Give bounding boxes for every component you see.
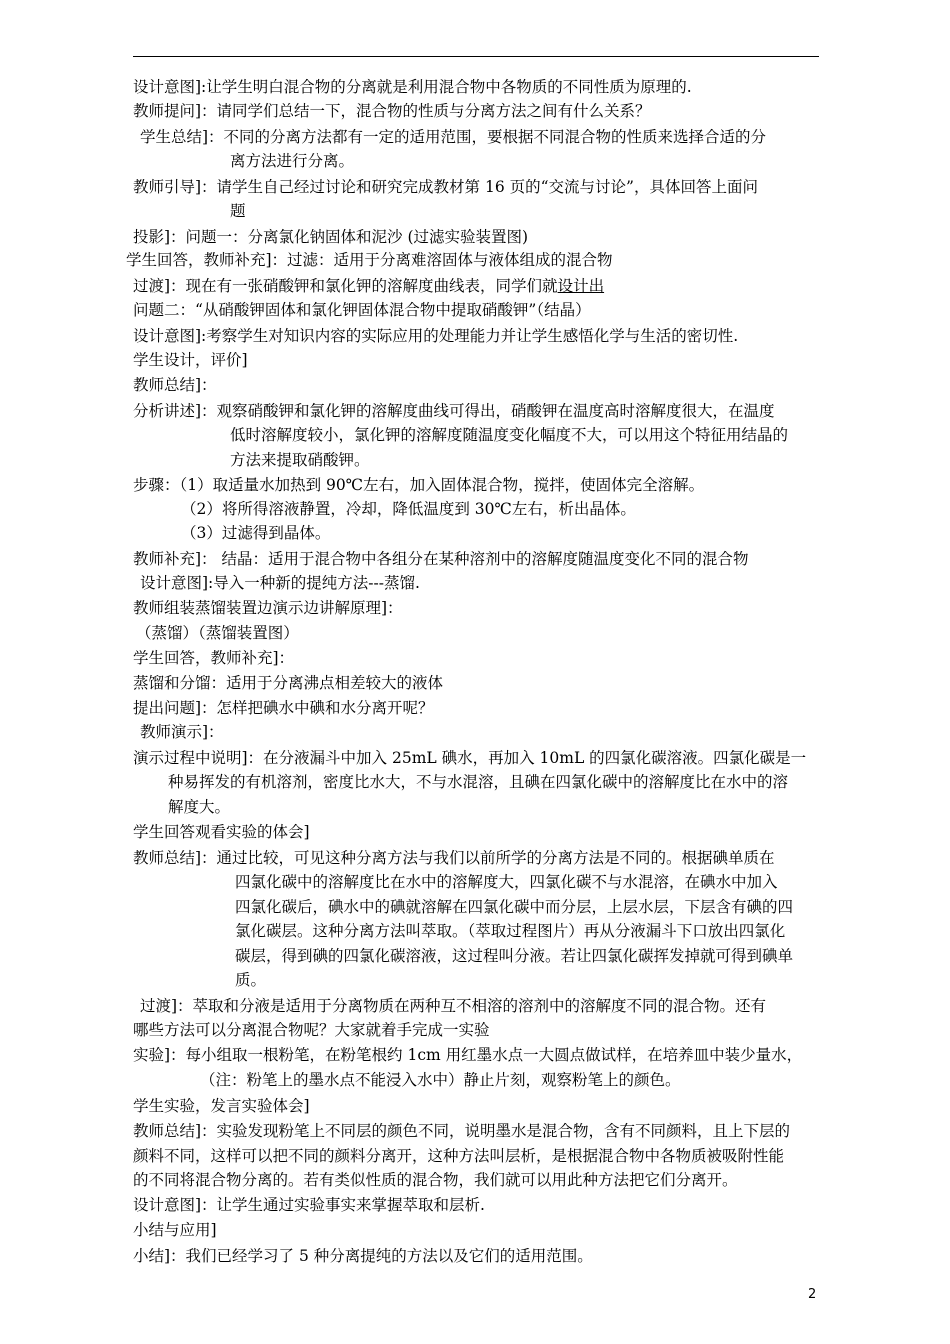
text-line: 氯化碳层。这种分离方法叫萃取。（萃取过程图片）再从分液漏斗下口放出四氯化 [235,922,786,940]
text-line: 小结与应用] [133,1221,217,1239]
underlined-text: 设计出 [557,277,605,295]
text-line: 步骤：（1）取适量水加热到 90℃左右，加入固体混合物，搅拌，使固体完全溶解。 [133,476,705,494]
text-line: 四氯化碳后，碘水中的碘就溶解在四氯化碳中而分层，上层水层，下层含有碘的四 [235,898,794,916]
text-line: （注：粉笔上的墨水点不能浸入水中）静止片刻，观察粉笔上的颜色。 [200,1071,681,1089]
text-line: 学生回答观看实验的体会] [133,823,310,841]
text-line: 设计意图]:导入一种新的提纯方法---蒸馏. [140,574,420,592]
text-line: 学生总结]：不同的分离方法都有一定的适用范围，要根据不同混合物的性质来选择合适的分 [140,128,767,146]
text-line: 学生实验，发言实验体会] [133,1097,310,1115]
text-line: 问题二：“从硝酸钾固体和氯化钾固体混合物中提取硝酸钾”（结晶） [133,301,591,319]
text-line: 分析讲述]：观察硝酸钾和氯化钾的溶解度曲线可得出，硝酸钾在温度高时溶解度很大，在温度 [133,402,775,420]
text-line: 教师提问]：请同学们总结一下，混合物的性质与分离方法之间有什么关系？ [133,102,651,120]
text-line: 提出问题]：怎样把碘水中碘和水分离开呢？ [133,699,434,717]
page-number: 2 [808,1287,817,1302]
text-line: 碳层，得到碘的四氯化碳溶液，这过程叫分液。若让四氯化碳挥发掉就可得到碘单 [235,947,794,965]
text-line: 教师总结]：通过比较，可见这种分离方法与我们以前所学的分离方法是不同的。根据碘单质在 [133,849,775,867]
text-line: 题 [230,202,246,220]
text-line: 解度大。 [168,798,231,816]
text-line: （3）过滤得到晶体。 [181,524,331,542]
text-line: 离方法进行分离。 [230,152,355,170]
text-line: 学生回答，教师补充]： [133,649,295,667]
text-line: （2）将所得溶液静置，冷却，降低温度到 30℃左右，析出晶体。 [181,500,636,518]
text-line: 投影]：问题一：分离氯化钠固体和泥沙 (过滤实验装置图) [133,228,529,246]
text-line: 小结]：我们已经学习了 5 种分离提纯的方法以及它们的适用范围。 [133,1247,593,1265]
text-line: 种易挥发的有机溶剂，密度比水大，不与水混溶，且碘在四氯化碳中的溶解度比在水中的溶 [168,773,789,791]
text-line: 低时溶解度较小，氯化钾的溶解度随温度变化幅度不大，可以用这个特征用结晶的 [230,426,789,444]
text-line: 哪些方法可以分离混合物呢？大家就着手完成一实验 [133,1021,490,1039]
text-line: 教师组装蒸馏装置边演示边讲解原理]： [133,599,403,617]
text-line: 设计意图]：让学生通过实验事实来掌握萃取和层析. [133,1196,485,1214]
text-line: 设计意图]:考察学生对知识内容的实际应用的处理能力并让学生感悟化学与生活的密切性. [133,327,739,345]
text-line: 学生设计，评价] [133,351,248,369]
text-line: 演示过程中说明]：在分液漏斗中加入 25mL 碘水，再加入 10mL 的四氯化碳溶液。四氯化碳是一 [133,749,807,767]
text-line: 蒸馏和分馏：适用于分离沸点相差较大的液体 [133,674,444,692]
text-line: 四氯化碳中的溶解度比在水中的溶解度大，四氯化碳不与水混溶，在碘水中加入 [235,873,778,891]
text-segment: 过渡]：现在有一张硝酸钾和氯化钾的溶解度曲线表，同学们就 [133,277,558,295]
text-line: 教师总结]：实验发现粉笔上不同层的颜色不同，说明墨水是混合物，含有不同颜料，且上下层的 [133,1122,791,1140]
text-line: 教师总结]： [133,376,217,394]
text-line: 教师补充]： 结晶：适用于混合物中各组分在某种溶剂中的溶解度随温度变化不同的混合物 [133,550,749,568]
header-rule [133,56,819,57]
text-line: 学生回答，教师补充]：过滤：适用于分离难溶固体与液体组成的混合物 [126,251,613,269]
text-line: 实验]：每小组取一根粉笔，在粉笔根约 1cm 用红墨水点一大圆点做试样，在培养皿中装少量水， [133,1046,803,1064]
text-line [133,276,604,296]
text-line: 颜料不同，这样可以把不同的颜料分离开，这种方法叫层析，是根据混合物中各物质被吸附性能 [133,1147,785,1165]
text-line: 的不同将混合物分离的。若有类似性质的混合物，我们就可以用此种方法把它们分离开。 [133,1171,738,1189]
text-line: 质。 [235,971,267,989]
text-line: 教师演示]： [140,723,224,741]
text-line: 过渡]：萃取和分液是适用于分离物质在两种互不相溶的溶剂中的溶解度不同的混合物。还有 [140,997,767,1015]
text-line: 教师引导]：请学生自己经过讨论和研究完成教材第 16 页的“交流与讨论”，具体回答上面问 [133,178,758,196]
text-line: 设计意图]:让学生明白混合物的分离就是利用混合物中各物质的不同性质为原理的. [133,78,692,96]
text-line: 方法来提取硝酸钾。 [230,451,370,469]
text-line: （蒸馏）（蒸馏装置图） [136,624,299,642]
